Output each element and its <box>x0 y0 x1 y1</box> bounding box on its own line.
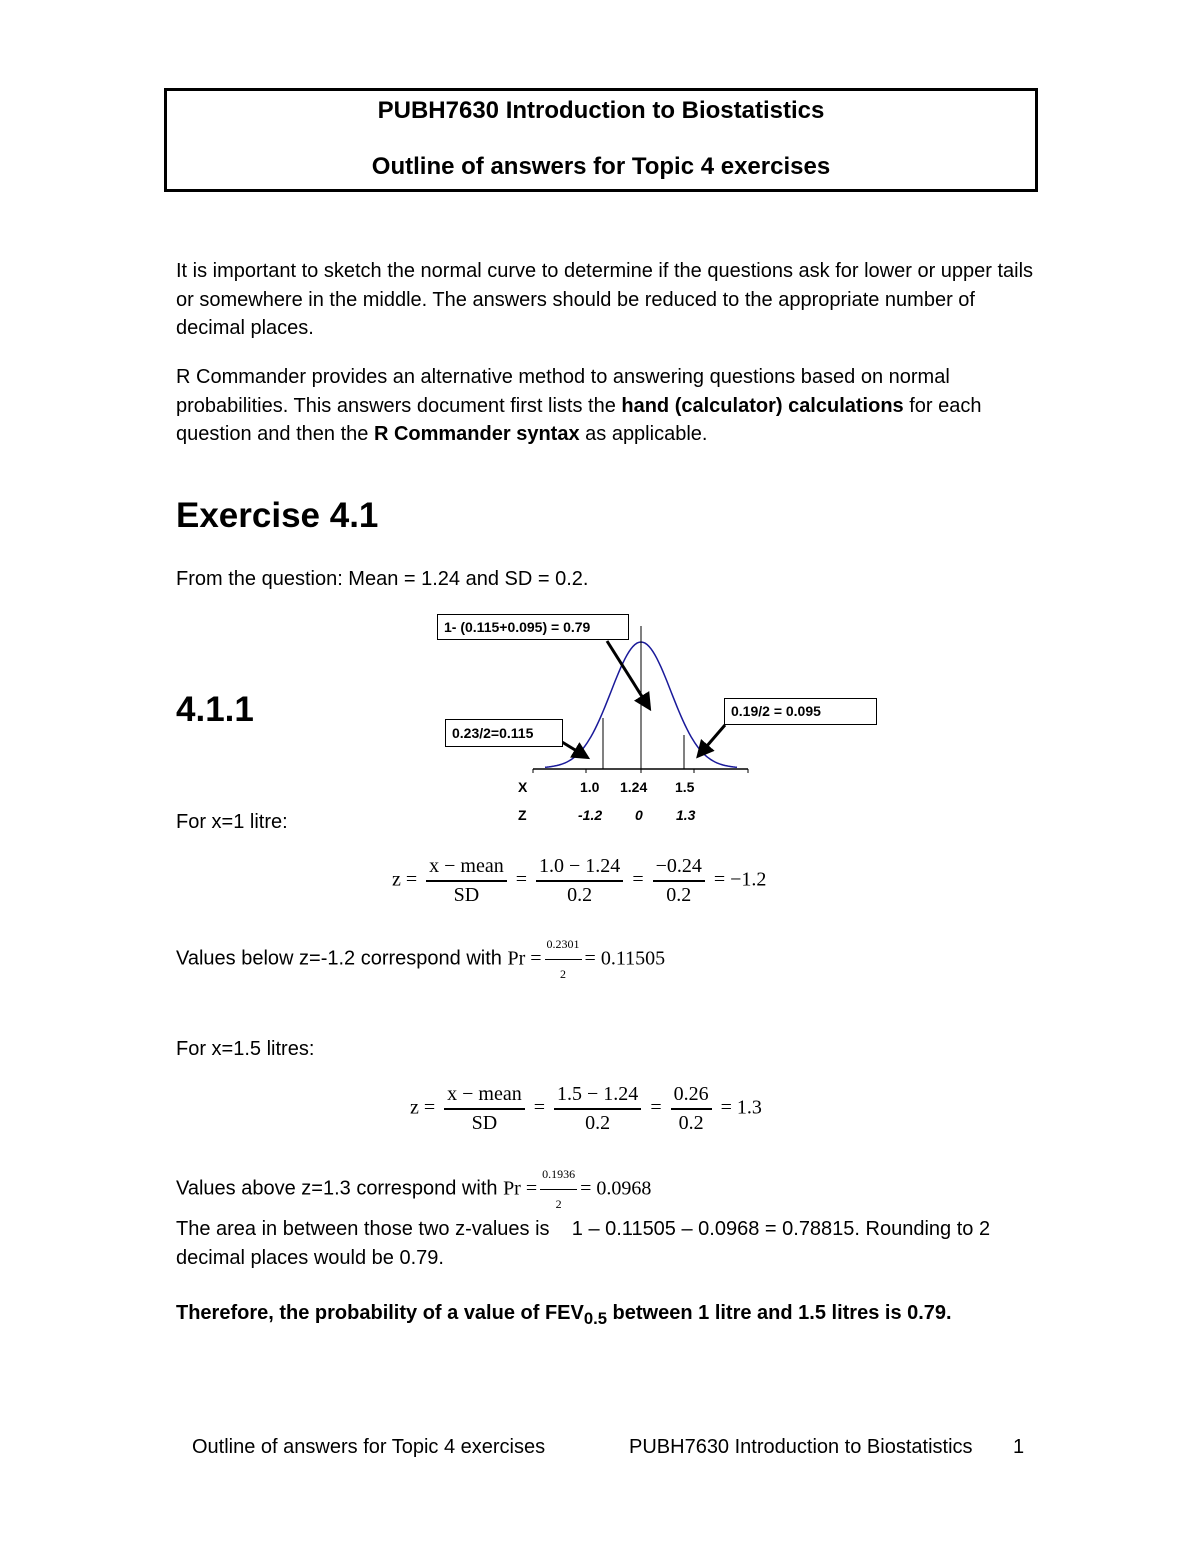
document-subtitle: Outline of answers for Topic 4 exercises <box>371 153 831 180</box>
text: between 1 litre and 1.5 litres is 0.79. <box>607 1302 952 1324</box>
intro-paragraph-1: It is important to sketch the normal curve to determine if the questions ask for lower or upper tails or somewhere in the middle. The answers should be reduced to the appropriate number of decimal places. <box>176 260 1034 339</box>
part1-label: For x=1 litre: <box>176 811 288 833</box>
eq-text: = <box>650 1096 662 1119</box>
probability-line-2 <box>176 1160 1036 1218</box>
denominator: SD <box>453 884 480 906</box>
z-tick: 1.3 <box>676 807 696 823</box>
eq-text: = <box>632 868 644 891</box>
eq-text: z = <box>410 1096 436 1119</box>
bold-text: R Commander syntax <box>373 423 580 445</box>
numerator: x − mean <box>426 855 507 882</box>
numerator: x − mean <box>444 1083 525 1110</box>
text: Therefore, the probability of a value of FEV <box>176 1302 584 1324</box>
denominator: 2 <box>555 1196 562 1211</box>
arrow-right <box>700 725 725 754</box>
arrow-middle <box>607 641 648 706</box>
numerator: 1.5 − 1.24 <box>554 1083 641 1110</box>
part2-label: For x=1.5 litres: <box>176 1038 315 1060</box>
result: = 0.0968 <box>580 1177 652 1200</box>
page-number: 1 <box>1013 1436 1025 1458</box>
pr: Pr = <box>503 1177 538 1200</box>
numerator: 0.1936 <box>540 1160 577 1190</box>
annotation-left: 0.23/2=0.115 <box>445 719 563 747</box>
numerator: 0.2301 <box>545 930 582 960</box>
numerator: −0.24 <box>653 855 705 882</box>
z-tick: 0 <box>635 807 643 823</box>
x-row-label: X <box>518 779 528 795</box>
course-title: PUBH7630 Introduction to Biostatistics <box>377 97 825 124</box>
denominator: 2 <box>560 966 567 981</box>
eq-text: = <box>533 1096 546 1119</box>
result: = 0.11505 <box>584 947 666 970</box>
footer-left: Outline of answers for Topic 4 exercises <box>192 1436 546 1458</box>
denominator: SD <box>471 1112 498 1134</box>
denominator: 0.2 <box>585 1112 611 1134</box>
denominator: 0.2 <box>666 884 692 906</box>
x-tick: 1.5 <box>675 779 695 795</box>
z-equation-1 <box>392 855 766 907</box>
denominator: 0.2 <box>567 884 593 906</box>
eq-text: = <box>515 868 528 891</box>
text: for each question and then the <box>176 394 982 445</box>
text: Values below z=-1.2 correspond with <box>176 947 508 970</box>
eq-text: = 1.3 <box>720 1096 762 1119</box>
z-tick: -1.2 <box>578 807 603 823</box>
bold-text: hand (calculator) calculations <box>621 394 904 417</box>
text: R Commander provides an alternative method to answering questions based on normal probabilities. This answers document first lists the <box>176 366 950 417</box>
text: as applicable. <box>579 423 708 445</box>
subscript: 0.5 <box>583 1309 607 1328</box>
numerator: 0.26 <box>671 1083 712 1110</box>
eq-text: = −1.2 <box>713 868 767 891</box>
given-values: From the question: Mean = 1.24 and SD = 0.2. <box>176 568 589 590</box>
annotation-middle: 1- (0.115+0.095) = 0.79 <box>437 614 629 640</box>
eq-text: z = <box>392 868 418 891</box>
numerator: 1.0 − 1.24 <box>536 855 623 882</box>
area-paragraph: The area in between those two z-values is 1 – 0.11505 – 0.0968 = 0.78815. Rounding to 2 decimal places would be 0.79. <box>176 1218 996 1269</box>
z-row-label: Z <box>518 807 527 823</box>
x-tick: 1.24 <box>620 779 648 795</box>
denominator: 0.2 <box>678 1112 704 1134</box>
pr: Pr = <box>507 947 542 970</box>
x-tick: 1.0 <box>580 779 600 795</box>
section-heading: 4.1.1 <box>176 690 254 729</box>
probability-line-1 <box>176 930 1036 988</box>
annotation-right: 0.19/2 = 0.095 <box>724 698 877 725</box>
text: Values above z=1.3 correspond with <box>176 1177 504 1200</box>
footer-right: PUBH7630 Introduction to Biostatistics <box>629 1436 973 1458</box>
z-equation-2 <box>410 1083 762 1135</box>
arrow-left <box>562 742 585 756</box>
conclusion <box>176 1299 1036 1334</box>
exercise-heading: Exercise 4.1 <box>176 496 379 535</box>
